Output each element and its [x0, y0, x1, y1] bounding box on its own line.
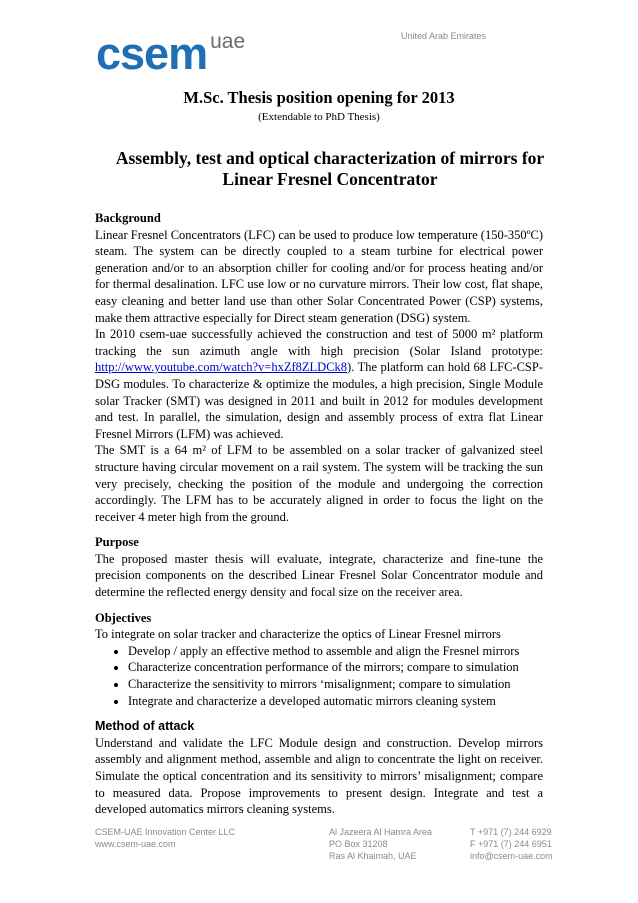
footer-website: www.csem-uae.com	[95, 839, 176, 849]
background-paragraph-1: Linear Fresnel Concentrators (LFC) can be used to produce low temperature (150-350ºC) steam. The system can be directly coupled to a steam turbine for electrical power generation and/or to an absorption chiller for cooling and/or for process heating and/or for thermal desalination. LFC use low or no curvature mirrors. Their low cost, flat shape, easy cleaning and better land use than other Solar Concentrated Power (CSP) systems, make them attractive especially for Direct steam generation (DSG) system.	[95, 227, 543, 325]
list-item: • Integrate and characterize a developed automatic mirrors cleaning system	[128, 693, 543, 710]
footer-fax: F +971 (7) 244 6951	[470, 839, 552, 849]
footer-phone: T +971 (7) 244 6929	[470, 827, 552, 837]
youtube-link[interactable]: http://www.youtube.com/watch?v=hxZf8ZLDCk8	[95, 360, 348, 375]
extendable-subtitle: (Extendable to PhD Thesis)	[258, 111, 380, 123]
method-text: Understand and validate the LFC Module design and construction. Develop mirrors assembly and alignment method, assemble and align to concentrate the light on receiver. Simulate the optical concentration and its sensitivity to mirrors’ misalignment; compare to measured data. Propose improvements to present design. Integrate and test a developed automatics mirrors cleaning systems.	[95, 735, 543, 817]
list-item: • Characterize concentration performance of the mirrors; compare to simulation	[128, 659, 543, 676]
header-country: United Arab Emirates	[401, 31, 487, 41]
footer-company-name: CSEM-UAE Innovation Center LLC	[95, 827, 236, 837]
objectives-intro: To integrate on solar tracker and characterize the optics of Linear Fresnel mirrors	[95, 627, 501, 642]
footer-address-line: PO Box 31208	[329, 839, 388, 849]
background-heading: Background	[95, 211, 161, 225]
footer-address-line: Ras Al Khaimah, UAE	[329, 851, 417, 861]
logo-sub-text: uae	[210, 30, 246, 53]
background-paragraph-2	[95, 326, 543, 442]
background-paragraph-2-before: In 2010 csem-uae successfully achieved the construction and test of 5000 m² platform tracking the sun azimuth angle with high precision (Solar Island prototype:	[95, 327, 543, 358]
footer-address-line: Al Jazeera Al Hamra Area	[329, 827, 433, 837]
purpose-text: The proposed master thesis will evaluate, integrate, characterize and fine-tune the precision components on the described Linear Fresnel Solar Concentrator module and determine the reflected energy density and focal size on the receiver area.	[95, 551, 543, 600]
project-title-line1: Assembly, test and optical characterization of mirrors for	[115, 148, 545, 168]
footer-contact	[470, 826, 553, 862]
document-body	[95, 210, 543, 818]
footer-email: info@csem-uae.com	[470, 851, 553, 861]
project-title	[60, 148, 600, 190]
footer-address	[329, 826, 432, 862]
background-paragraph-2-after: ). The platform can hold 68 LFC-CSP-DSG modules. To characterize & optimize the modules, a high precision, Single Module solar Tracker (SMT) was designed in 2011 and built in 2012 for modules development and test. In parallel, the simulation, design and assembly process of extra flat Linear Fresnel Mirrors (LFM) was achieved.	[95, 360, 543, 441]
csem-uae-logo	[96, 28, 246, 79]
list-item: • Characterize the sensitivity to mirrors ‘misalignment; compare to simulation	[128, 676, 543, 693]
logo-main-text: csem	[96, 28, 208, 79]
purpose-heading: Purpose	[95, 535, 139, 550]
objectives-list	[95, 643, 543, 709]
method-heading: Method of attack	[95, 719, 195, 734]
background-paragraph-3: The SMT is a 64 m² of LFM to be assembled on a solar tracker of galvanized steel structure having circular movement on a rail system. The system will be tracking the sun very precisely, checking the position of the module and undergoing the correction accordingly. The LFM has to be accurately aligned in order to focus the light on the receiver 4 meter high from the ground.	[95, 443, 543, 524]
project-title-line2: Linear Fresnel Concentrator	[222, 169, 438, 189]
objectives-heading: Objectives	[95, 610, 152, 625]
position-title: M.Sc. Thesis position opening for 2013	[183, 88, 455, 107]
footer-company	[95, 826, 235, 850]
list-item: • Develop / apply an effective method to assemble and align the Fresnel mirrors	[128, 643, 543, 660]
